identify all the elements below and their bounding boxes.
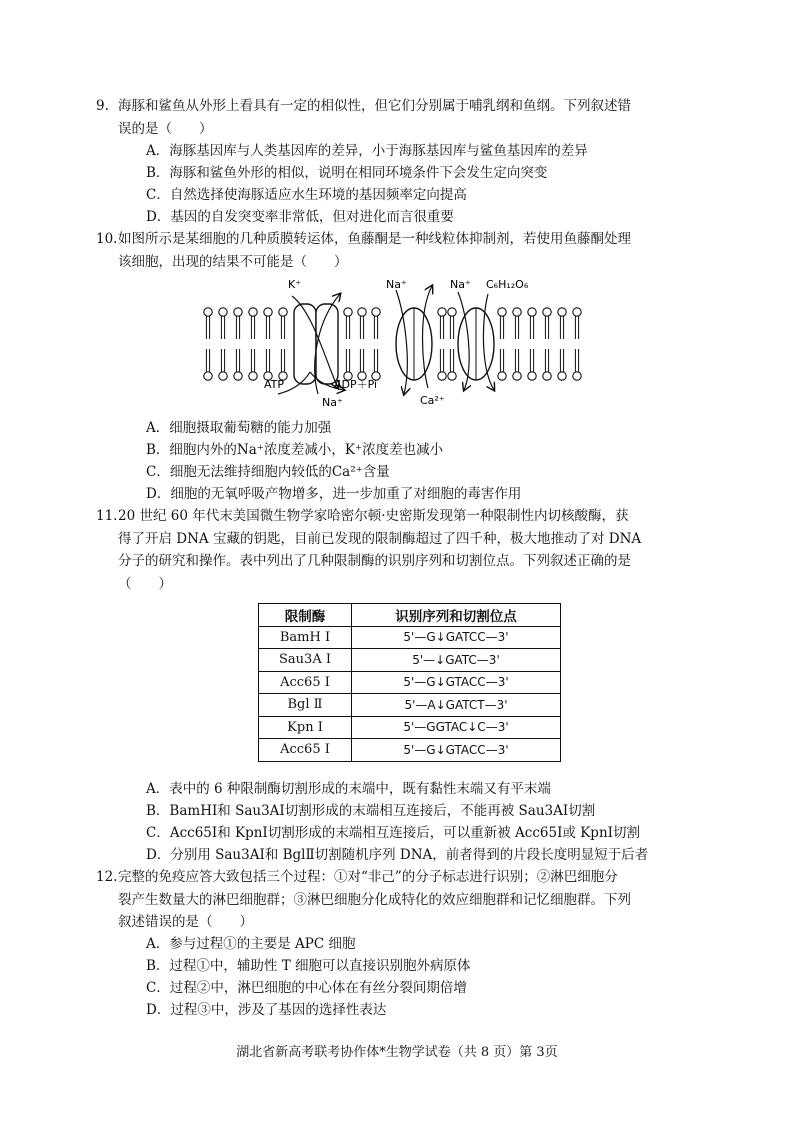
question-stem-line: 20 世纪 60 年代末美国微生物学家哈密尔顿·史密斯发现第一种限制性内切核酸酶，获 — [118, 508, 629, 524]
lipid-head — [498, 308, 506, 316]
recognition-sequence: 5'—A↓GATCT—3' — [352, 694, 561, 717]
enzyme-name: Sau3A Ⅰ — [259, 649, 352, 672]
lipid-head — [543, 308, 551, 316]
phospholipid-bilayer — [204, 308, 581, 380]
recognition-sequence: 5'—G↓GTACC—3' — [352, 671, 561, 694]
sodium-label-exchanger: Na⁺ — [386, 278, 407, 291]
table-header: 限制酶 — [259, 604, 352, 627]
question-number: 10. — [96, 231, 118, 247]
question-stem-line: 如图所示是某细胞的几种质膜转运体，鱼藤酮是一种线粒体抑制剂，若使用鱼藤酮处理 — [118, 231, 631, 247]
lipid-head — [558, 372, 566, 380]
lipid-head — [513, 372, 521, 380]
lipid-head — [513, 308, 521, 316]
option-d: D．细胞的无氧呼吸产物增多，进一步加重了对细胞的毒害作用 — [146, 486, 522, 502]
sodium-label-cotransporter: Na⁺ — [450, 278, 471, 291]
restriction-enzyme-table — [258, 603, 561, 762]
calcium-label: Ca²⁺ — [420, 394, 445, 407]
lipid-head — [438, 372, 446, 380]
recognition-sequence: 5'—↓GATC—3' — [352, 649, 561, 672]
lipid-head — [573, 372, 581, 380]
question-stem-line: 海豚和鲨鱼从外形上看具有一定的相似性，但它们分别属于哺乳纲和鱼纲。下列叙述错 — [118, 98, 631, 114]
lipid-head — [528, 308, 536, 316]
question-stem-line: 得了开启 DNA 宝藏的钥匙，目前已发现的限制酶超过了四千种，极大地推动了对 DNA — [118, 530, 642, 547]
question-stem-line: 该细胞，出现的结果不可能是（ ） — [118, 253, 348, 270]
enzyme-name: BamH Ⅰ — [259, 626, 352, 649]
option-d: D．基因的自发突变率非常低，但对进化而言很重要 — [146, 209, 454, 225]
option-a: A．细胞摄取葡萄糖的能力加强 — [146, 420, 332, 436]
enzyme-name: Acc65 Ⅰ — [259, 671, 352, 694]
lipid-head — [448, 308, 456, 316]
sodium-label-pump: Na⁺ — [322, 396, 343, 409]
lipid-head — [498, 372, 506, 380]
lipid-head — [234, 372, 242, 380]
question-stem-line: 误的是（ ） — [118, 120, 213, 137]
lipid-head — [249, 372, 257, 380]
recognition-sequence: 5'—G↓GATCC—3' — [352, 626, 561, 649]
potassium-label: K⁺ — [288, 278, 302, 291]
question-number: 12. — [96, 869, 118, 885]
question-9 — [96, 95, 678, 140]
enzyme-name: Acc65 Ⅰ — [259, 739, 352, 762]
table-row — [259, 694, 561, 717]
question-12 — [96, 866, 678, 934]
page-footer: 湖北省新高考联考协作体*生物学试卷（共 8 页）第 3页 — [236, 1045, 558, 1060]
lipid-head — [249, 308, 257, 316]
lipid-head — [358, 308, 366, 316]
option-c: C．过程②中，淋巴细胞的中心体在有丝分裂间期倍增 — [146, 980, 467, 996]
option-b: B．细胞内外的Na⁺浓度差减小，K⁺浓度差也减小 — [146, 442, 444, 458]
lipid-head — [448, 372, 456, 380]
atp-label: ATP — [264, 378, 285, 391]
lipid-head — [528, 372, 536, 380]
table-row — [259, 626, 561, 649]
option-a: A．参与过程①的主要是 APC 细胞 — [146, 936, 356, 952]
enzyme-name: Bgl Ⅱ — [259, 694, 352, 717]
question-stem-line: 完整的免疫应答大致包括三个过程：①对“非己”的分子标志进行识别；②淋巴细胞分 — [118, 869, 618, 885]
option-a: A．表中的 6 种限制酶切割形成的末端中，既有黏性末端又有平末端 — [146, 781, 551, 797]
option-b: B．过程①中，辅助性 T 细胞可以直接识别胞外病原体 — [146, 958, 471, 974]
option-c: C．Acc65Ⅰ和 KpnⅠ切割形成的末端相互连接后，可以重新被 Acc65Ⅰ或 KpnⅠ切割 — [146, 825, 640, 841]
question-stem-line: 裂产生数量大的淋巴细胞群；③淋巴细胞分化成特化的效应细胞群和记忆细胞群。下列 — [118, 891, 631, 908]
table-row — [259, 739, 561, 762]
lipid-head — [204, 308, 212, 316]
question-stem-line: 叙述错误的是（ ） — [118, 914, 253, 930]
adp-pi-label: ADP＋Pi — [334, 378, 378, 391]
membrane-transporter-diagram — [198, 272, 598, 412]
recognition-sequence: 5'—GGTAC↓C—3' — [352, 716, 561, 739]
table-header: 识别序列和切割位点 — [352, 604, 561, 627]
question-stem-line: 分子的研究和操作。表中列出了几种限制酶的识别序列和切割位点。下列叙述正确的是 — [118, 553, 631, 569]
lipid-head — [438, 308, 446, 316]
question-stem-line: （ ） — [118, 575, 172, 592]
table-header-row — [259, 604, 561, 627]
question-10 — [96, 228, 678, 273]
lipid-head — [573, 308, 581, 316]
lipid-head — [543, 372, 551, 380]
table-row — [259, 649, 561, 672]
sodium-potassium-pump-left — [294, 304, 316, 384]
option-a: A．海豚基因库与人类基因库的差异，小于海豚基因库与鲨鱼基因库的差异 — [146, 143, 588, 159]
lipid-head — [558, 308, 566, 316]
lipid-head — [219, 308, 227, 316]
question-number: 11. — [96, 508, 118, 524]
sodium-potassium-pump-right — [316, 304, 338, 384]
option-d: D．分别用 Sau3AⅠ和 BglⅡ切割随机序列 DNA，前者得到的片段长度明显短于后者 — [146, 847, 649, 863]
option-c: C．细胞无法维持细胞内较低的Ca²⁺含量 — [146, 464, 390, 480]
enzyme-name: Kpn Ⅰ — [259, 716, 352, 739]
lipid-head — [279, 308, 287, 316]
table-row — [259, 671, 561, 694]
lipid-head — [204, 372, 212, 380]
lipid-head — [344, 308, 352, 316]
glucose-label: C₆H₁₂O₆ — [486, 278, 529, 291]
question-number: 9. — [96, 98, 109, 114]
option-d: D．过程③中，涉及了基因的选择性表达 — [146, 1002, 387, 1018]
question-11 — [96, 505, 678, 595]
lipid-head — [372, 308, 380, 316]
lipid-head — [234, 308, 242, 316]
recognition-sequence: 5'—G↓GTACC—3' — [352, 739, 561, 762]
option-b: B．BamHⅠ和 Sau3AⅠ切割形成的末端相互连接后，不能再被 Sau3AⅠ切割 — [146, 803, 596, 819]
table-row — [259, 716, 561, 739]
option-c: C．自然选择使海豚适应水生环境的基因频率定向提高 — [146, 187, 467, 203]
option-b: B．海豚和鲨鱼外形的相似，说明在相同环境条件下会发生定向突变 — [146, 165, 548, 181]
lipid-head — [219, 372, 227, 380]
lipid-head — [264, 308, 272, 316]
